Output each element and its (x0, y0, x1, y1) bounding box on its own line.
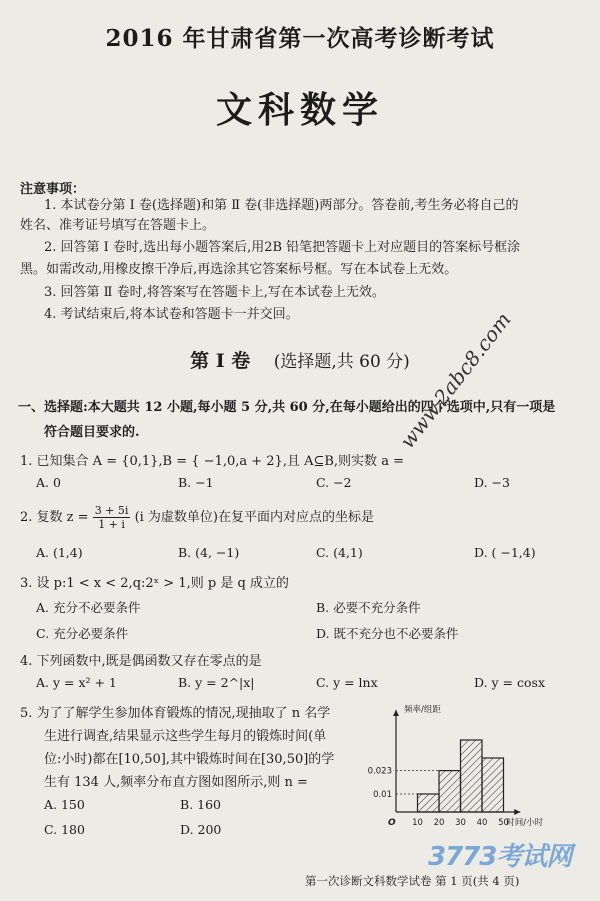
question-5-line: 生进行调查,结果显示这些学生每月的锻炼时间(单 (44, 729, 327, 744)
question-2-stem (20, 504, 374, 531)
q3-option-d: D. 既不充分也不必要条件 (316, 626, 459, 641)
q4-option-a: A. y = x² + 1 (36, 675, 117, 690)
q2-prefix: 2. 复数 z = (20, 510, 89, 525)
histogram-bar (482, 758, 504, 812)
notice-heading: 注意事项： (20, 182, 86, 197)
y-axis-arrow (393, 710, 399, 716)
histogram-bar (461, 740, 483, 812)
question-1-stem: 1. 已知集合 A = {0,1},B = { −1,0,a + 2},且 A⊆B,则实数 a = (20, 454, 404, 469)
q1-option-c: C. −2 (316, 475, 352, 490)
x-tick-label: 30 (455, 818, 466, 828)
section-subtitle: (选择题,共 60 分) (273, 352, 410, 372)
q4-option-b: B. y = 2^|x| (178, 675, 255, 690)
q1-option-d: D. −3 (474, 475, 510, 490)
question-4-stem: 4. 下列函数中,既是偶函数又存在零点的是 (20, 654, 262, 669)
part-one-heading-cont: 符合题目要求的. (44, 425, 140, 440)
q3-option-a: A. 充分不必要条件 (36, 600, 141, 615)
q2-option-d: D. ( −1,4) (474, 545, 536, 560)
y-axis-label: 频率/组距 (404, 705, 441, 715)
origin-label: O (388, 818, 396, 828)
part-one-heading: 一、选择题:本大题共 12 小题,每小题 5 分,共 60 分,在每小题给出的四个选项中,只有一项是 (18, 400, 556, 415)
question-3-stem: 3. 设 p:1 < x < 2,q:2ˣ > 1,则 p 是 q 成立的 (20, 576, 289, 591)
q4-option-c: C. y = lnx (316, 675, 378, 690)
question-5-line: 生有 134 人,频率分布直方图如图所示,则 n = (44, 775, 308, 790)
q2-denominator: 1 + i (98, 518, 125, 531)
histogram-bar (418, 794, 440, 812)
watermark-text: www.2abc8.com (395, 307, 516, 453)
question-5-line: 5. 为了了解学生参加体育锻炼的情况,现抽取了 n 名学 (20, 706, 331, 721)
notice-line: 2. 回答第 Ⅰ 卷时,选出每小题答案后,用2B 铅笔把答题卡上对应题目的答案标号框涂 (44, 240, 521, 255)
section-title: 第 Ⅰ 卷 (190, 350, 251, 372)
q3-option-c: C. 充分必要条件 (36, 626, 129, 641)
notice-line: 3. 回答第 Ⅱ 卷时,将答案写在答题卡上,写在本试卷上无效。 (44, 285, 385, 300)
subject-title: 文科数学 (215, 90, 384, 131)
q2-numerator: 3 + 5i (94, 504, 129, 517)
q1-option-b: B. −1 (178, 475, 214, 490)
x-tick-label: 10 (412, 818, 423, 828)
x-tick-label: 40 (476, 818, 488, 828)
q5-option-c: C. 180 (44, 822, 85, 837)
site-logo: 3773考试网 (428, 842, 572, 872)
question-5-line: 位:小时)都在[10,50],其中锻炼时间在[30,50]的学 (44, 752, 335, 767)
x-axis-arrow (514, 809, 520, 815)
q2-fraction (93, 504, 131, 531)
notice-line: 4. 考试结束后,将本试卷和答题卡一并交回。 (44, 307, 299, 322)
notice-line: 黑。如需改动,用橡皮擦干净后,再选涂其它答案标号框。写在本试卷上无效。 (20, 262, 458, 277)
q5-option-a: A. 150 (44, 797, 85, 812)
y-tick-label: 0.01 (373, 790, 392, 800)
q1-option-a: A. 0 (36, 475, 61, 490)
y-tick-label: 0.023 (367, 766, 392, 777)
section-heading (0, 346, 600, 373)
q2-option-b: B. (4, −1) (178, 545, 240, 560)
q3-option-b: B. 必要不充分条件 (316, 600, 421, 615)
histogram-bar (439, 771, 461, 812)
q4-option-d: D. y = cosx (474, 675, 545, 690)
notice-line: 1. 本试卷分第 Ⅰ 卷(选择题)和第 Ⅱ 卷(非选择题)两部分。答卷前,考生务必将自己的 (44, 198, 519, 213)
q2-suffix: (i 为虚数单位)在复平面内对应点的坐标是 (134, 510, 374, 525)
q5-option-d: D. 200 (180, 822, 222, 837)
notice-line: 姓名、准考证号填写在答题卡上。 (20, 218, 216, 233)
frequency-histogram (360, 700, 580, 840)
q2-option-a: A. (1,4) (36, 545, 83, 560)
q5-option-b: B. 160 (180, 797, 221, 812)
x-axis-label: 时间/小时 (506, 818, 544, 828)
q2-option-c: C. (4,1) (316, 545, 363, 560)
exam-title: 2016 年甘肃省第一次高考诊断考试 (105, 25, 495, 52)
x-tick-label: 50 (498, 818, 509, 828)
page-footer: 第一次诊断文科数学试卷 第 1 页(共 4 页) (305, 874, 520, 888)
x-tick-label: 20 (433, 818, 445, 828)
